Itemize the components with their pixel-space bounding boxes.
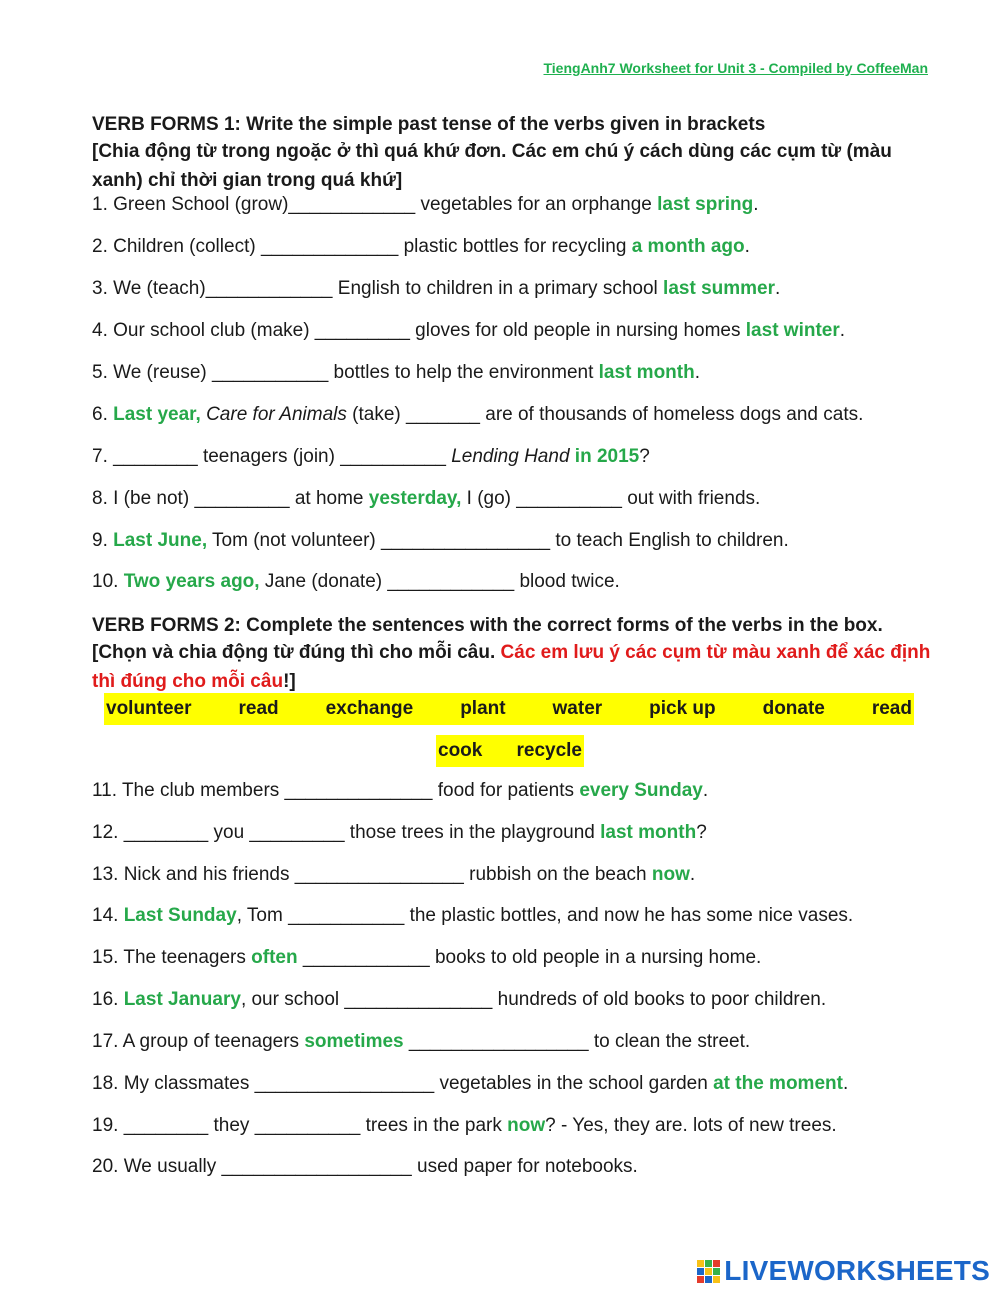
question-11: 11. The club members ______________ food for patients every Sunday. — [92, 780, 709, 801]
question-16: 16. Last January, our school ______________ hundreds of old books to poor children. — [92, 989, 827, 1010]
section2-subtitle: [Chọn và chia động từ đúng thì cho mỗi câu. Các em lưu ý các cụm từ màu xanh để xác định thì đúng cho mỗi câu!] — [92, 642, 931, 692]
question-5: 5. We (reuse) ___________ bottles to help the environment last month. — [92, 362, 700, 383]
word-box-row-1 — [104, 693, 914, 725]
question-1: 1. Green School (grow)____________ vegetables for an orphange last spring. — [92, 194, 759, 215]
liveworksheets-logo-text: LIVEWORKSHEETS — [724, 1255, 990, 1286]
word-box-item: read — [871, 698, 912, 719]
worksheet-header: TiengAnh7 Worksheet for Unit 3 - Compiled by CoffeeMan — [543, 60, 928, 76]
word-box-item: exchange — [325, 698, 414, 719]
word-box-item: plant — [460, 698, 506, 719]
liveworksheets-logo — [697, 1255, 990, 1287]
question-18: 18. My classmates _________________ vegetables in the school garden at the moment. — [92, 1073, 849, 1094]
question-13: 13. Nick and his friends ________________ rubbish on the beach now. — [92, 864, 696, 885]
question-9: 9. Last June, Tom (not volunteer) ________________ to teach English to children. — [92, 530, 789, 551]
question-19: 19. ________ they __________ trees in the park now? - Yes, they are. lots of new trees. — [92, 1115, 837, 1136]
question-17: 17. A group of teenagers sometimes _________________ to clean the street. — [92, 1031, 751, 1052]
section2-title: VERB FORMS 2: Complete the sentences with the correct forms of the verbs in the box. — [92, 615, 883, 636]
question-3: 3. We (teach)____________ English to children in a primary school last summer. — [92, 278, 781, 299]
question-20: 20. We usually __________________ used paper for notebooks. — [92, 1156, 638, 1177]
question-2: 2. Children (collect) _____________ plastic bottles for recycling a month ago. — [92, 236, 750, 257]
question-7: 7. ________ teenagers (join) __________ Lending Hand in 2015? — [92, 446, 650, 467]
question-15: 15. The teenagers often ____________ books to old people in a nursing home. — [92, 947, 762, 968]
question-4: 4. Our school club (make) _________ gloves for old people in nursing homes last winter. — [92, 320, 846, 341]
word-box-item: donate — [762, 698, 825, 719]
word-box-item: volunteer — [106, 698, 192, 719]
question-10: 10. Two years ago, Jane (donate) ____________ blood twice. — [92, 571, 620, 592]
word-box-item: water — [552, 698, 603, 719]
word-box-item: cook — [438, 740, 483, 761]
question-12: 12. ________ you _________ those trees in the playground last month? — [92, 822, 707, 843]
question-6: 6. Last year, Care for Animals (take) _______ are of thousands of homeless dogs and cats. — [92, 404, 864, 425]
word-box-row-2 — [436, 735, 584, 767]
word-box-item: pick up — [649, 698, 716, 719]
word-box-item: read — [238, 698, 279, 719]
question-8: 8. I (be not) _________ at home yesterday, I (go) __________ out with friends. — [92, 488, 761, 509]
word-box-item: recycle — [516, 740, 582, 761]
question-14: 14. Last Sunday, Tom ___________ the plastic bottles, and now he has some nice vases. — [92, 905, 854, 926]
section1-subtitle: [Chia động từ trong ngoặc ở thì quá khứ đơn. Các em chú ý cách dùng các cụm từ (màu xanh) chỉ thời gian trong quá khứ] — [92, 141, 892, 191]
liveworksheets-logo-icon — [697, 1260, 720, 1283]
section1-title: VERB FORMS 1: Write the simple past tense of the verbs given in brackets — [92, 114, 766, 135]
